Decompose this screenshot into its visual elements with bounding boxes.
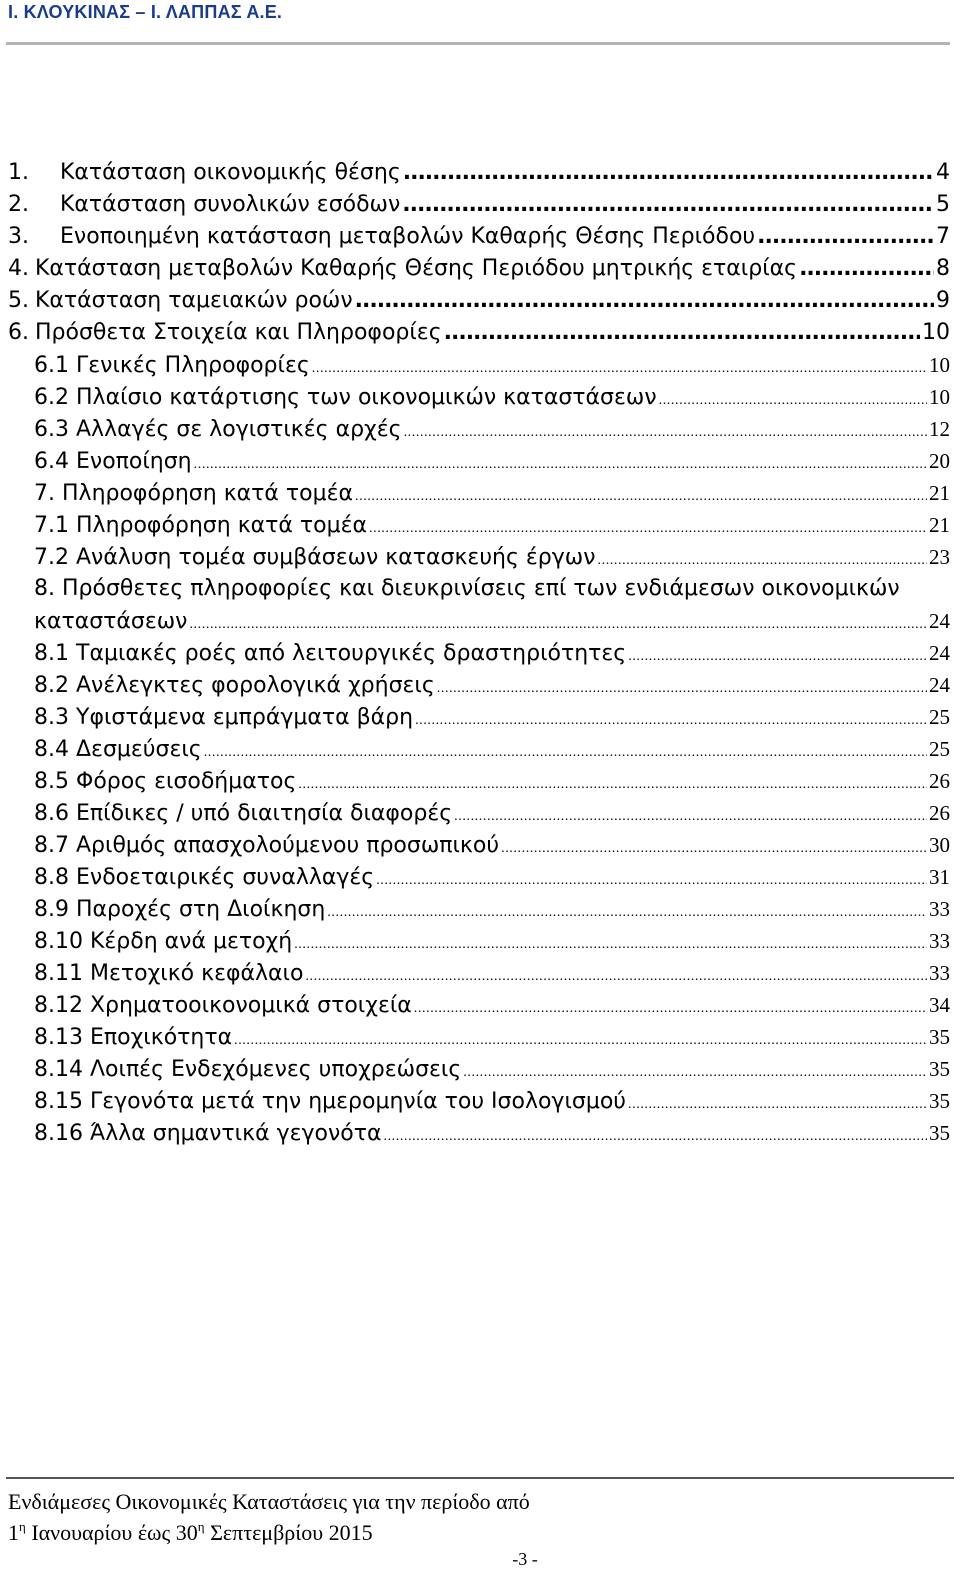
toc-entry-number: 6.3 [34, 417, 69, 442]
toc-entry-page: 35 [929, 1025, 950, 1049]
toc-entry-page: 33 [929, 961, 950, 985]
toc-entry-page: 23 [929, 545, 950, 569]
toc-entry-title: Πληροφόρηση κατά τομέα [76, 513, 367, 538]
toc-entry-page: 33 [929, 897, 950, 921]
toc-entry-page: 20 [929, 449, 950, 473]
toc-entry-page: 24 [929, 673, 950, 697]
toc-entry-page: 9 [936, 288, 950, 313]
footer-divider [6, 1477, 954, 1479]
toc-entry-5[interactable] [8, 285, 950, 317]
dot-leader [444, 317, 920, 349]
toc-entry-title: Κατάσταση ταμειακών ροών [35, 288, 353, 313]
dot-leader [402, 189, 934, 221]
toc-entry-page: 34 [929, 993, 950, 1017]
toc-entry-page: 12 [929, 417, 950, 441]
toc-entry-number: 8.4 [34, 737, 69, 762]
toc-entry-8-10[interactable] [34, 925, 950, 957]
toc-entry-title: Ενοποίηση [76, 449, 192, 474]
toc-entry-page: 35 [929, 1121, 950, 1145]
toc-entry-number: 8.6 [34, 801, 69, 826]
toc-entry-page: 25 [929, 705, 950, 729]
toc-entry-number: 4. [8, 256, 29, 281]
toc-entry-page: 31 [929, 865, 950, 889]
toc-entry-8-7[interactable] [34, 829, 950, 861]
page-number: -3 - [512, 1549, 538, 1569]
dot-leader [383, 1121, 927, 1153]
toc-entry-page: 21 [929, 481, 950, 505]
toc-entry-8-9[interactable] [34, 893, 950, 925]
toc-entry-number: 8.11 [34, 961, 83, 986]
footer-period-middle: Ιανουαρίου έως 30 [25, 1520, 198, 1545]
toc-entry-7-1[interactable] [34, 509, 950, 541]
toc-entry-page: 4 [936, 160, 950, 185]
toc-entry-page: 24 [929, 641, 950, 665]
toc-entry-8-line2[interactable] [34, 605, 950, 637]
toc-entry-title: Ταμιακές ροές από λειτουργικές δραστηριότητες [76, 641, 627, 666]
toc-entry-number: 1. [8, 160, 29, 185]
toc-entry-title: Γεγονότα μετά την ημερομηνία του Ισολογισμού [89, 1089, 627, 1114]
toc-entry-number: 8.10 [34, 929, 83, 954]
toc-entry-page: 24 [929, 609, 950, 633]
toc-entry-8-4[interactable] [34, 733, 950, 765]
toc-entry-7-2[interactable] [34, 541, 950, 573]
toc-entry-number: 8.9 [34, 897, 69, 922]
toc-entry-page: 25 [929, 737, 950, 761]
footer-ordinal-1: η [19, 1519, 26, 1534]
toc-entry-3[interactable] [8, 221, 950, 253]
toc-entry-title: Παροχές στη Διοίκηση [76, 897, 326, 922]
toc-entry-8-15[interactable] [34, 1085, 950, 1117]
company-header: Ι. ΚΛΟΥΚΙΝΑΣ – Ι. ΛΑΠΠΑΣ Α.Ε. [8, 2, 283, 22]
toc-entry-title: Κατάσταση οικονομικής θέσης [60, 160, 401, 185]
toc-entry-title: Ανάλυση τομέα συμβάσεων κατασκευής έργων [76, 545, 596, 570]
toc-entry-title: Ενοποιημένη κατάσταση μεταβολών Καθαρής Θέσης Περιόδου [60, 224, 756, 249]
toc-entry-8-11[interactable] [34, 957, 950, 989]
toc-entry-title: Πρόσθετες πληροφορίες και διευκρινίσεις επί των ενδιάμεσων οικονομικών [62, 576, 900, 601]
footer-ordinal-2: η [197, 1519, 205, 1534]
toc-entry-1[interactable] [8, 157, 950, 189]
toc-entry-number: 8.2 [34, 673, 69, 698]
toc-entry-8-5[interactable] [34, 765, 950, 797]
toc-entry-6-1[interactable] [34, 349, 950, 381]
toc-entry-6-3[interactable] [34, 413, 950, 445]
toc-entry-page: 33 [929, 929, 950, 953]
toc-entry-number: 2. [8, 192, 29, 217]
toc-entry-title: Επίδικες / υπό διαιτησία διαφορές [76, 801, 453, 826]
toc-entry-page: 5 [936, 192, 950, 217]
toc-entry-8-line1[interactable] [34, 573, 900, 605]
toc-entry-page: 21 [929, 513, 950, 537]
toc-entry-2[interactable] [8, 189, 950, 221]
toc-entry-number: 8.15 [34, 1089, 83, 1114]
toc-entry-number: 6.2 [34, 385, 69, 410]
toc-entry-title: Φόρος εισοδήματος [76, 769, 297, 794]
footer-report-period [8, 1519, 373, 1546]
toc-entry-number: 6.4 [34, 449, 69, 474]
toc-entry-page: 35 [929, 1057, 950, 1081]
toc-entry-number: 8.13 [34, 1025, 83, 1050]
toc-entry-title: Πρόσθετα Στοιχεία και Πληροφορίες [35, 320, 442, 345]
toc-entry-number: 8. [34, 576, 55, 601]
toc-entry-title: Κατάσταση συνολικών εσόδων [60, 192, 401, 217]
toc-entry-page: 8 [936, 256, 950, 281]
toc-entry-page: 10 [929, 353, 950, 377]
toc-entry-4[interactable] [8, 253, 950, 285]
toc-entry-title: Αριθμός απασχολούμενου προσωπικού [76, 833, 500, 858]
dot-leader [355, 285, 934, 317]
toc-entry-title: Λοιπές Ενδεχόμενες υποχρεώσεις [89, 1057, 462, 1082]
toc-entry-page: 26 [929, 769, 950, 793]
toc-entry-title: Πλαίσιο κατάρτισης των οικονομικών καταστάσεων [76, 385, 657, 410]
toc-entry-number: 8.1 [34, 641, 69, 666]
toc-entry-page: 7 [936, 224, 950, 249]
toc-entry-8-12[interactable] [34, 989, 950, 1021]
toc-entry-number: 7.1 [34, 513, 69, 538]
toc-entry-6-2[interactable] [34, 381, 950, 413]
toc-entry-number: 6.1 [34, 353, 69, 378]
toc-entry-number: 3. [8, 224, 29, 249]
toc-entry-title: Ενδοεταιρικές συναλλαγές [76, 865, 375, 890]
toc-entry-number: 6. [8, 320, 29, 345]
toc-entry-number: 8.12 [34, 993, 83, 1018]
toc-entry-title: Εποχικότητα [89, 1025, 233, 1050]
toc-entry-8-16[interactable] [34, 1117, 950, 1149]
footer-report-title: Ενδιάμεσες Οικονομικές Καταστάσεις για την περίοδο από [8, 1489, 530, 1514]
toc-entry-8-13[interactable] [34, 1021, 950, 1053]
toc-entry-number: 8.14 [34, 1057, 83, 1082]
dot-leader [799, 253, 934, 285]
toc-entry-8-8[interactable] [34, 861, 950, 893]
toc-entry-8-14[interactable] [34, 1053, 950, 1085]
toc-entry-title: Πληροφόρηση κατά τομέα [62, 481, 353, 506]
dot-leader [757, 221, 934, 253]
toc-entry-title: Μετοχικό κεφάλαιο [89, 961, 304, 986]
toc-entry-title: Άλλα σημαντικά γεγονότα [89, 1121, 382, 1146]
dot-leader [403, 157, 934, 189]
toc-entry-6-4[interactable] [34, 445, 950, 477]
footer-period-day-start: 1 [8, 1520, 19, 1545]
toc-entry-title: Χρηματοοικονομικά στοιχεία [89, 993, 412, 1018]
footer-period-end: Σεπτεμβρίου 2015 [204, 1520, 373, 1545]
toc-entry-page: 10 [922, 320, 950, 345]
toc-entry-page: 26 [929, 801, 950, 825]
toc-entry-title: Κατάσταση μεταβολών Καθαρής Θέσης Περιόδου μητρικής εταιρίας [35, 256, 798, 281]
toc-entry-number: 8.7 [34, 833, 69, 858]
toc-entry-8-6[interactable] [34, 797, 950, 829]
toc-entry-number: 8.3 [34, 705, 69, 730]
toc-entry-title: Ανέλεγκτες φορολογικά χρήσεις [76, 673, 435, 698]
toc-entry-number: 7.2 [34, 545, 69, 570]
toc-entry-7[interactable] [34, 477, 950, 509]
toc-entry-title: Γενικές Πληροφορίες [76, 353, 310, 378]
header-divider [6, 42, 950, 45]
toc-entry-title: Κέρδη ανά μετοχή [89, 929, 293, 954]
toc-entry-8-1[interactable] [34, 637, 950, 669]
toc-entry-number: 8.16 [34, 1121, 83, 1146]
toc-entry-number: 8.8 [34, 865, 69, 890]
toc-entry-8-3[interactable] [34, 701, 950, 733]
toc-entry-page: 30 [929, 833, 950, 857]
toc-entry-8-2[interactable] [34, 669, 950, 701]
toc-entry-title: Δεσμεύσεις [76, 737, 202, 762]
toc-entry-number: 5. [8, 288, 29, 313]
toc-entry-number: 7. [34, 481, 55, 506]
toc-entry-number: 8.5 [34, 769, 69, 794]
toc-entry-page: 10 [929, 385, 950, 409]
toc-entry-6[interactable] [8, 317, 950, 349]
toc-entry-title: Αλλαγές σε λογιστικές αρχές [76, 417, 402, 442]
toc-entry-page: 35 [929, 1089, 950, 1113]
toc-entry-title: Υφιστάμενα εμπράγματα βάρη [76, 705, 414, 730]
toc-entry-title-continued: καταστάσεων [34, 609, 188, 634]
